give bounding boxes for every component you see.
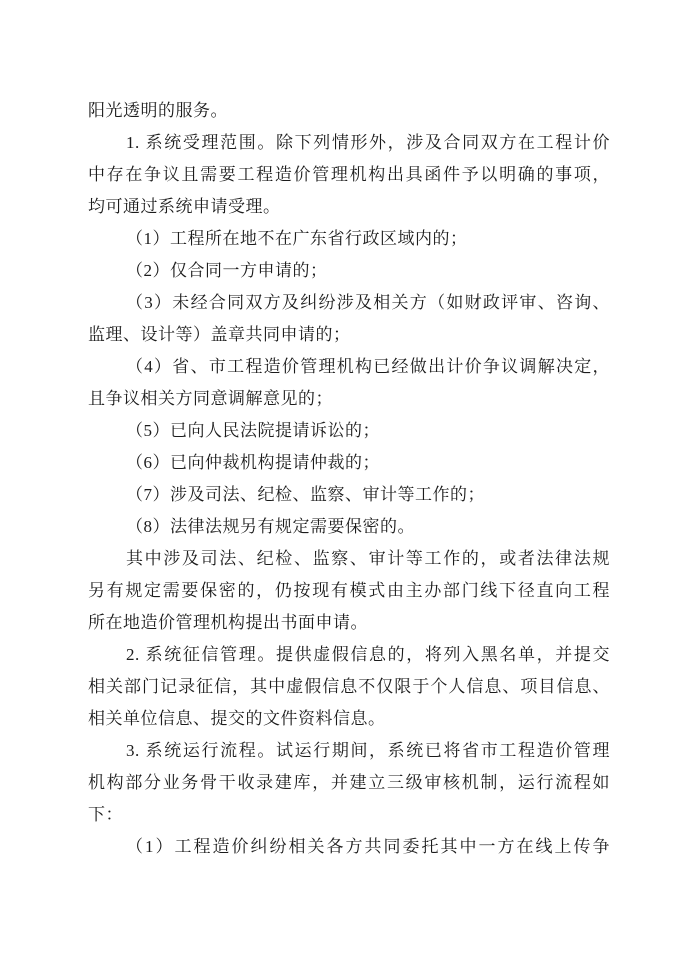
text-line: 所在地造价管理机构提出书面申请。 (88, 613, 368, 632)
text-line: 其中涉及司法、纪检、监察、审计等工作的，或者法律法规 (126, 549, 610, 568)
document-text (88, 95, 610, 863)
text-line: （7）涉及司法、纪检、监察、审计等工作的； (126, 485, 485, 504)
text-line: 下： (88, 805, 123, 824)
text-line: 阳光透明的服务。 (88, 101, 228, 120)
text-line: （5）已向人民法院提请诉讼的； (126, 421, 380, 440)
text-line: （6）已向仲裁机构提请仲裁的； (126, 453, 380, 472)
text-line: 相关单位信息、提交的文件资料信息。 (88, 709, 386, 728)
text-line: 1. 系统受理范围。除下列情形外，涉及合同双方在工程计价 (126, 133, 610, 152)
text-line: 2. 系统征信管理。提供虚假信息的，将列入黑名单，并提交 (126, 645, 610, 664)
text-line: 监理、设计等）盖章共同申请的； (88, 325, 351, 344)
text-line: 相关部门记录征信，其中虚假信息不仅限于个人信息、项目信息、 (88, 677, 610, 696)
text-line: 另有规定需要保密的，仍按现有模式由主办部门线下径直向工程 (88, 581, 610, 600)
text-line: （1）工程造价纠纷相关各方共同委托其中一方在线上传争 (126, 837, 610, 856)
text-line: （3）未经合同双方及纠纷涉及相关方（如财政评审、咨询、 (126, 293, 610, 312)
text-line: 均可通过系统申请受理。 (88, 197, 281, 216)
text-line: （4）省、市工程造价管理机构已经做出计价争议调解决定， (126, 357, 610, 376)
text-line: （2）仅合同一方申请的； (126, 261, 328, 280)
text-line: 机构部分业务骨干收录建库，并建立三级审核机制，运行流程如 (88, 773, 610, 792)
text-line: （8）法律法规另有规定需要保密的。 (126, 517, 415, 536)
text-line: 3. 系统运行流程。试运行期间，系统已将省市工程造价管理 (126, 741, 610, 760)
text-line: 且争议相关方同意调解意见的； (88, 389, 333, 408)
text-line: （1）工程所在地不在广东省行政区域内的； (126, 229, 468, 248)
text-line: 中存在争议且需要工程造价管理机构出具函件予以明确的事项， (88, 165, 610, 184)
